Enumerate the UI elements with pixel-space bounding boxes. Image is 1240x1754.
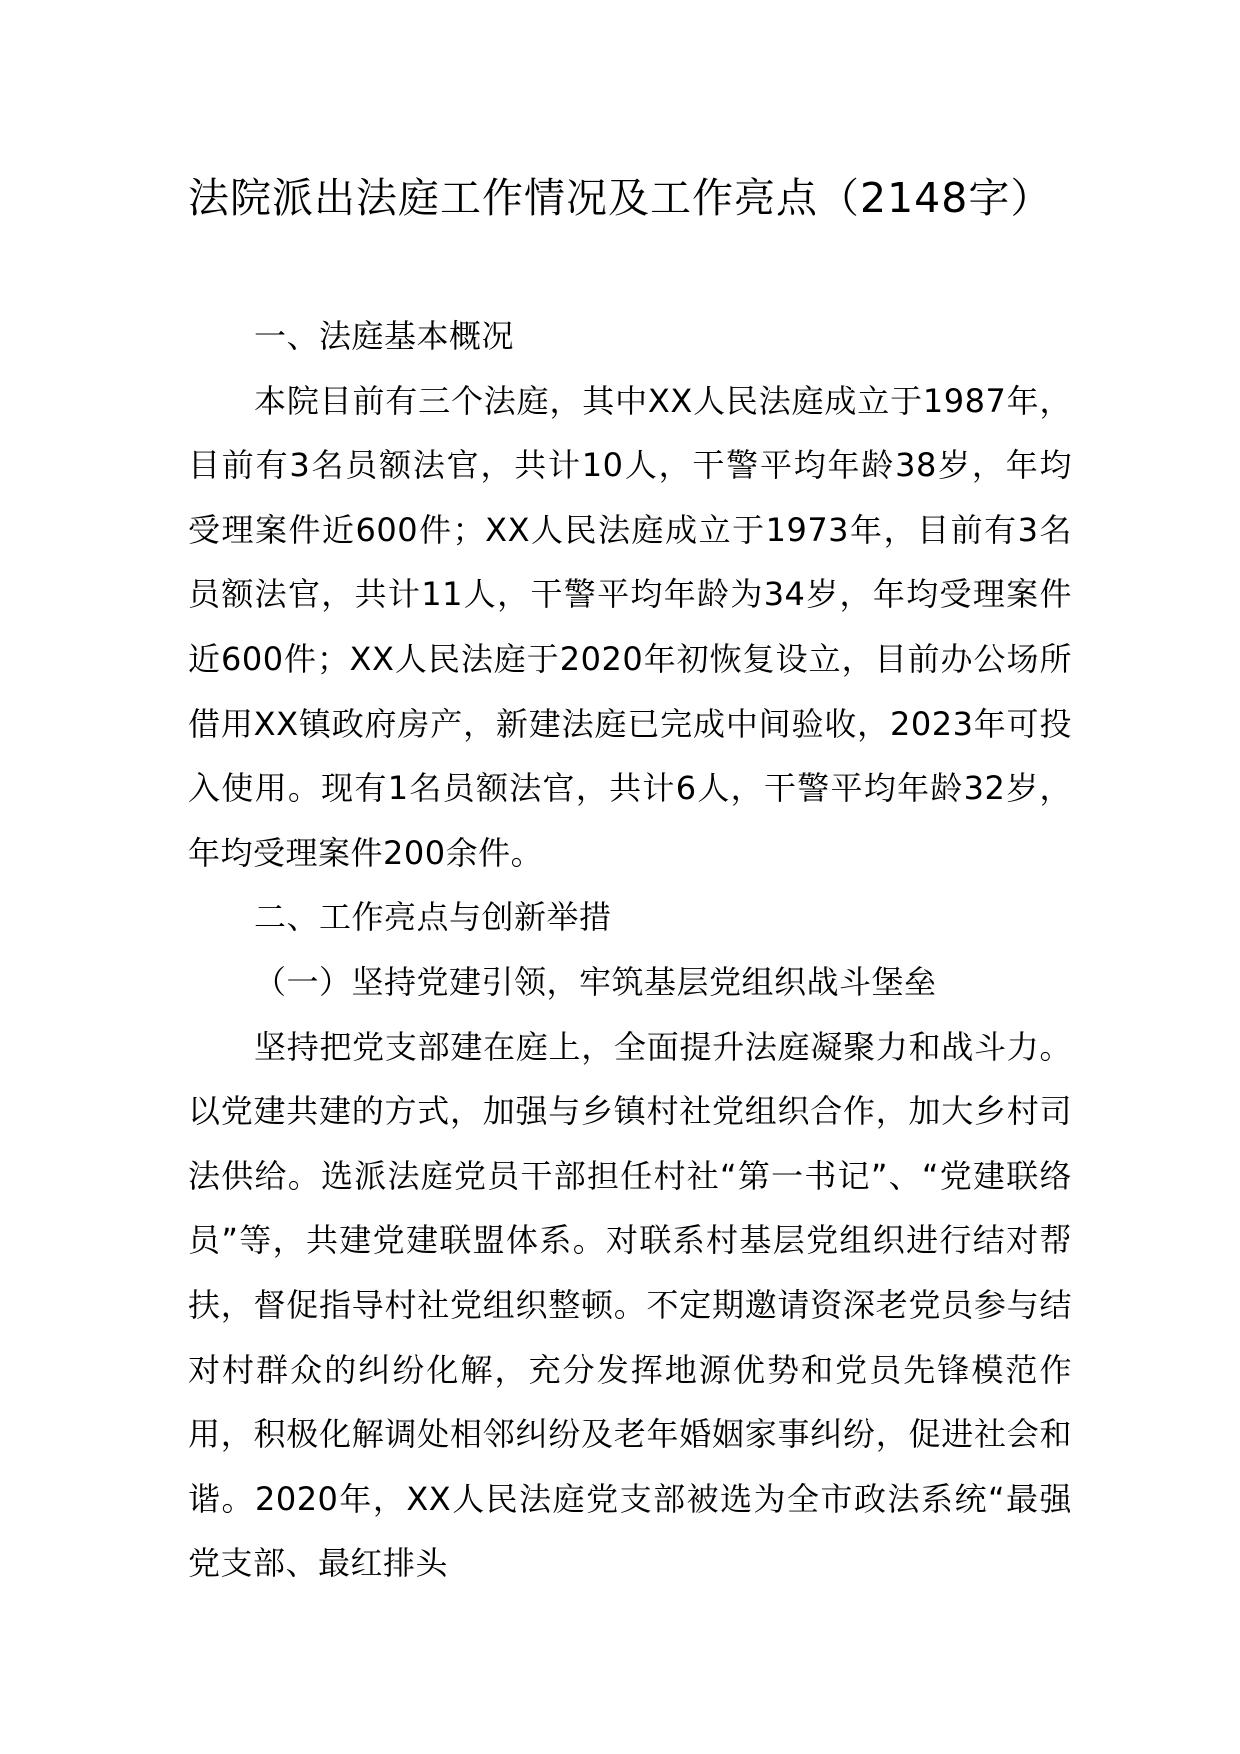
section-heading-2: 二、工作亮点与创新举措 xyxy=(254,898,612,937)
document-title: 法院派出法庭工作情况及工作亮点（2148字） xyxy=(188,174,1053,222)
subsection-heading-1: （一）坚持党建引领，牢筑基层党组织战斗堡垒 xyxy=(254,962,937,1001)
paragraph-party-building: 坚持把党支部建在庭上，全面提升法庭凝聚力和战斗力。以党建共建的方式，加强与乡镇村社党组织合作，加大乡村司法供给。选派法庭党员干部担任村社“第一书记”、“党建联络员”等，共建党建联盟体系。对联系村基层党组织进行结对帮扶，督促指导村社党组织整顿。不定期邀请资深老党员参与结对村群众的纠纷化解，充分发挥地源优势和党员先锋模范作用，积极化解调处相邻纠纷及老年婚姻家事纠纷，促进社会和谐。2020年，XX人民法庭党支部被选为全市政法系统“最强党支部、最红排头 xyxy=(188,1027,1072,1583)
document-body xyxy=(188,304,1072,1596)
paragraph-court-overview: 本院目前有三个法庭，其中XX人民法庭成立于1987年，目前有3名员额法官，共计10人，干警平均年龄38岁，年均受理案件近600件；XX人民法庭成立于1973年，目前有3名员额法官，共计11人，干警平均年龄为34岁，年均受理案件近600件；XX人民法庭于2020年初恢复设立，目前办公场所借用XX镇政府房产，新建法庭已完成中间验收，2023年可投入使用。现有1名员额法官，共计6人，干警平均年龄32岁，年均受理案件200余件。 xyxy=(188,381,1072,872)
section-heading-1: 一、法庭基本概况 xyxy=(254,317,515,355)
